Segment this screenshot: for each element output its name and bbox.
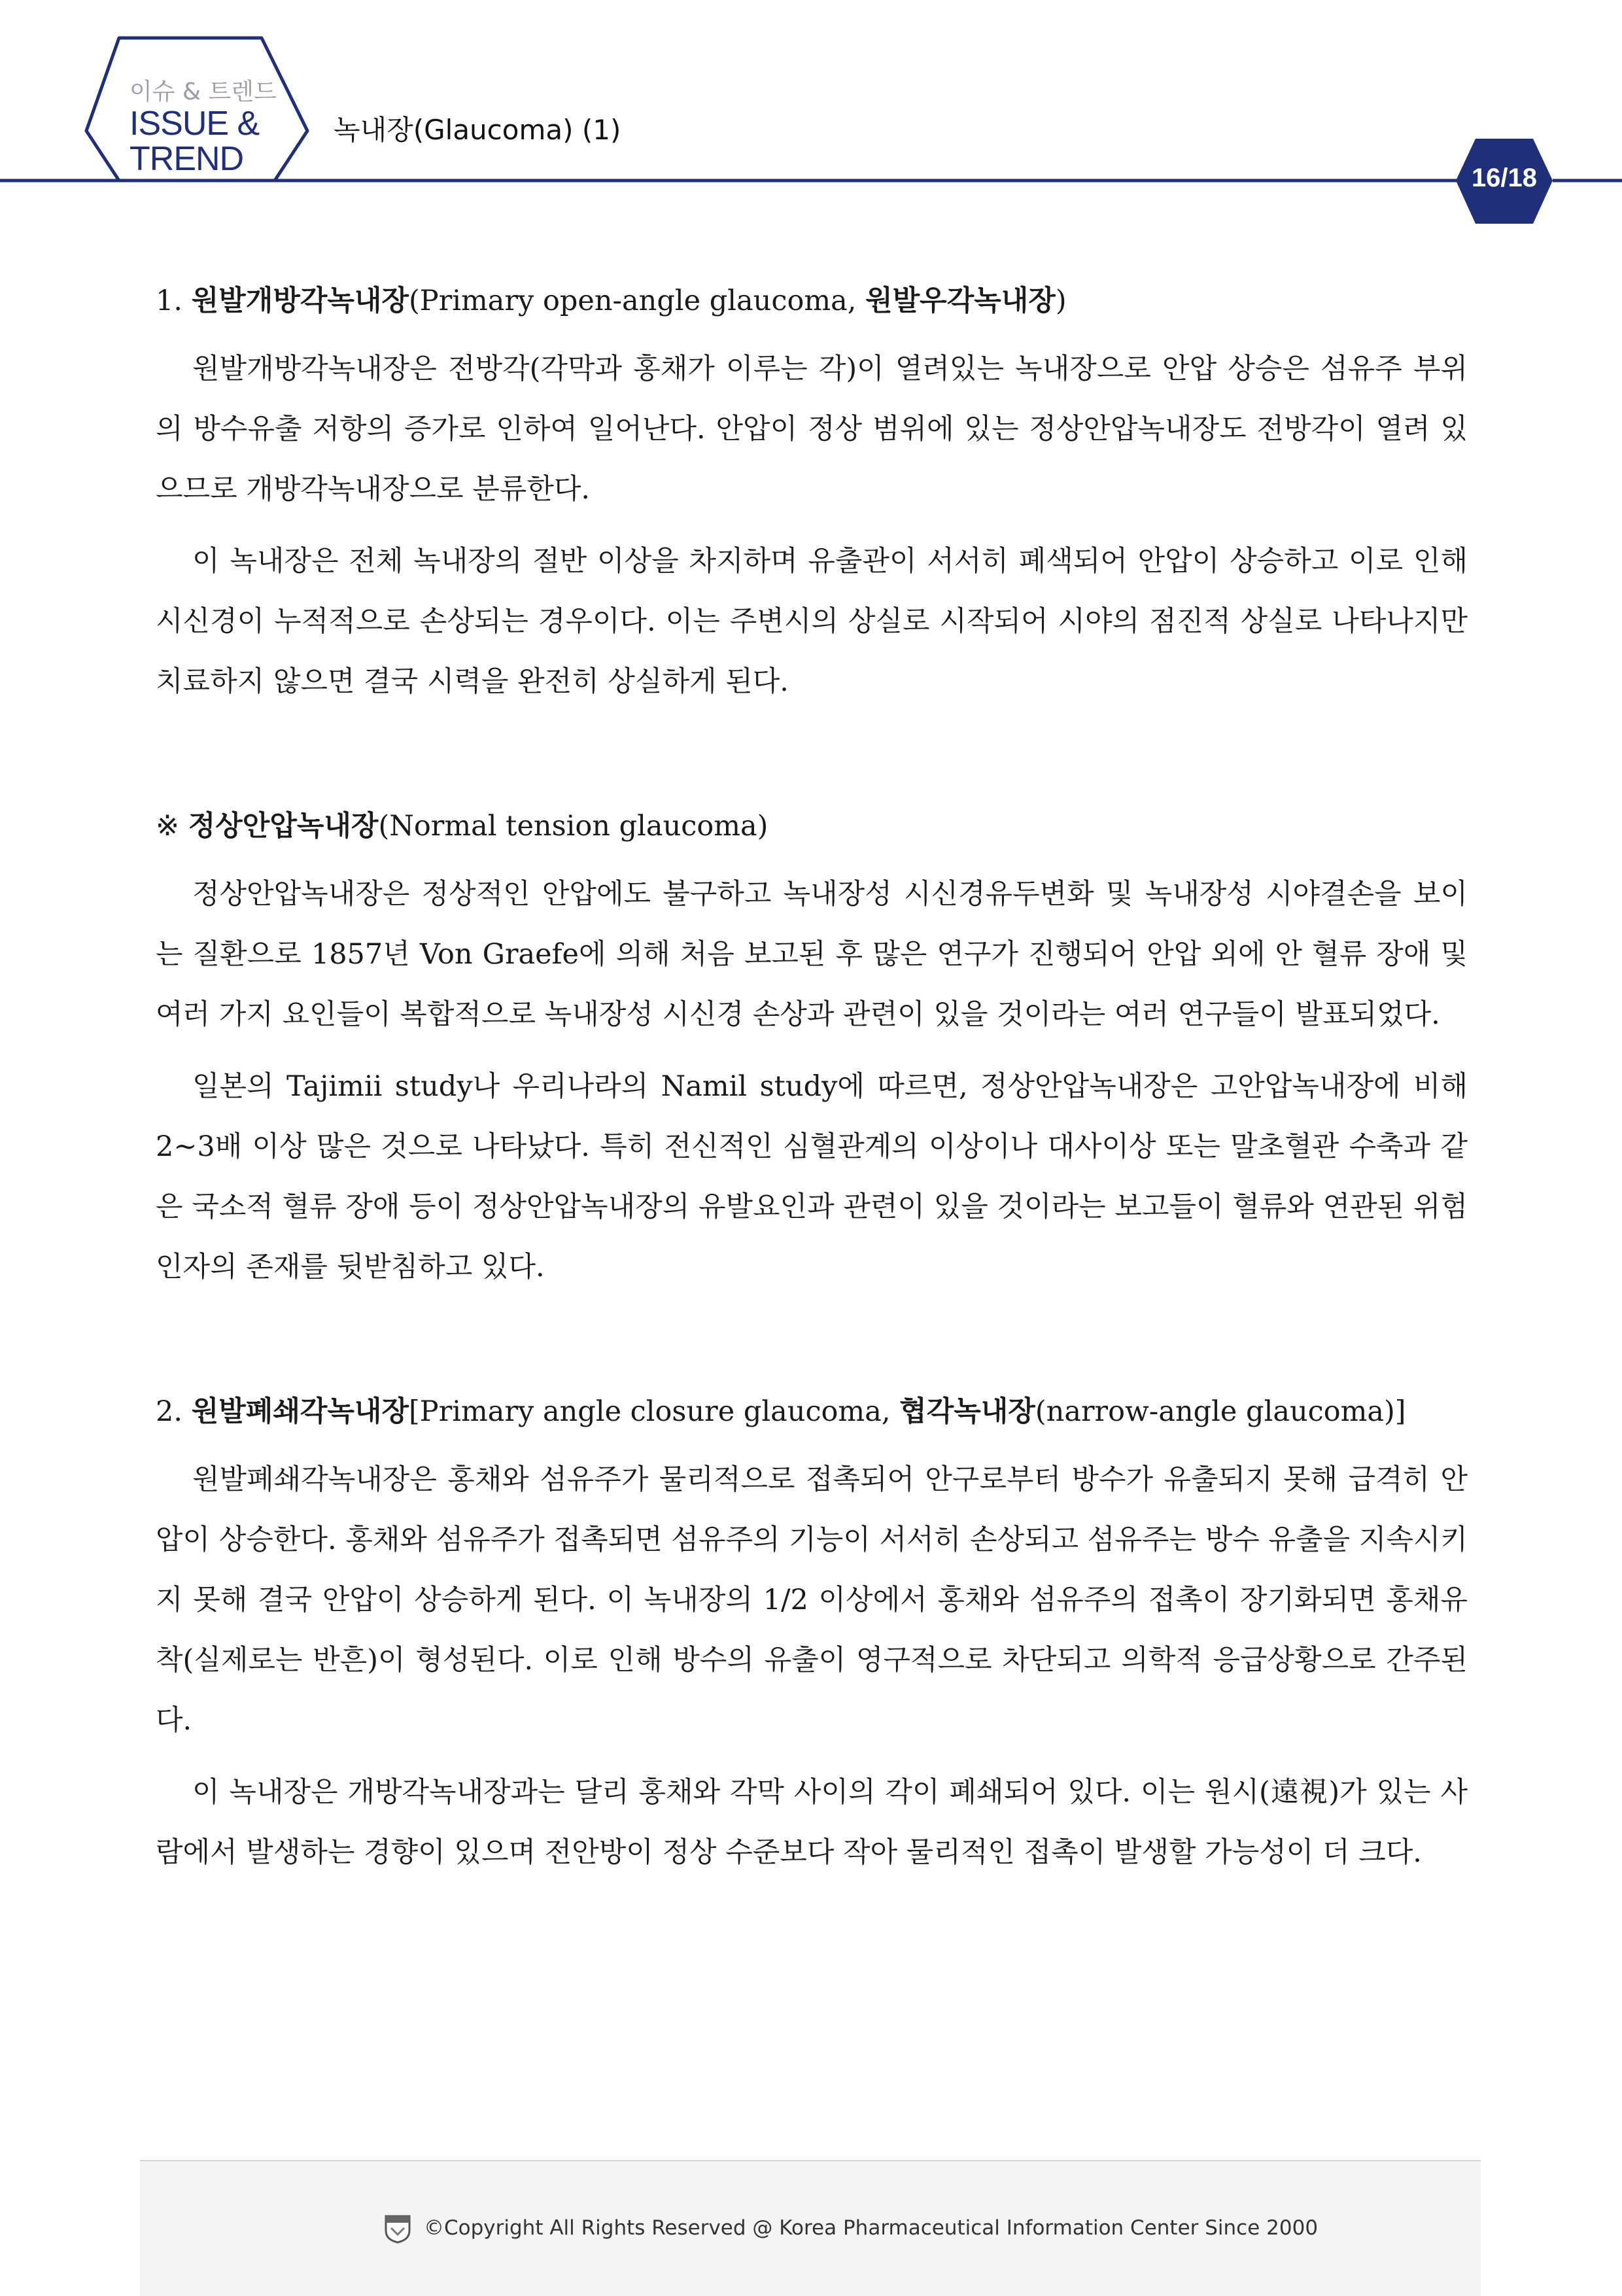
page-footer [140, 2160, 1481, 2296]
heading-korean: 원발개방각녹내장 [191, 285, 409, 317]
paragraph: 일본의 Tajimii study나 우리나라의 Namil study에 따르면, 정상안압녹내장은 고안압녹내장에 비해 2~3배 이상 많은 것으로 나타났다. 특히 전신적인 심혈관계의 이상이나 대사이상 또는 말초혈관 수축과 같은 국소적 혈류 장애 등이 정상안압녹내장의 유발요인과 관련이 있을 것이라는 보고들이 혈류와 연관된 위험인자의 존재를 뒷받침하고 있다. [156, 1070, 1468, 1283]
heading-end: (narrow-angle glaucoma)] [1035, 1395, 1406, 1428]
heading-number: 2. [156, 1395, 192, 1428]
heading-number: 1. [156, 285, 192, 317]
paragraph: 이 녹내장은 전체 녹내장의 절반 이상을 차지하며 유출관이 서서히 폐색되어 안압이 상승하고 이로 인해 시신경이 누적적으로 손상되는 경우이다. 이는 주변시의 상실로 시작되어 시야의 점진적 상실로 나타나지만 치료하지 않으면 결국 시력을 완전히 상실하게 된다. [156, 545, 1468, 698]
page-header [0, 0, 1622, 235]
badge-subtitle: 이슈 & 트렌드 [129, 78, 277, 105]
badge-title [129, 106, 300, 177]
paragraph: 이 녹내장은 개방각녹내장과는 달리 홍채와 각막 사이의 각이 폐쇄되어 있다. 이는 원시(遠視)가 있는 사람에서 발생하는 경향이 있으며 전안방이 정상 수준보다 작아 물리적인 접촉이 발생할 가능성이 더 크다. [156, 1776, 1468, 1869]
section-heading [156, 800, 1468, 852]
heading-marker: ※ [156, 810, 188, 843]
badge-title-line-2: TREND [129, 140, 244, 178]
heading-korean: 원발폐쇄각녹내장 [191, 1395, 409, 1428]
heading-english: (Primary open-angle glaucoma, [409, 285, 866, 317]
heading-end: ) [1055, 285, 1067, 317]
article-body [156, 275, 1468, 1883]
document-title: 녹내장(Glaucoma) (1) [334, 114, 621, 146]
heading-korean-alt: 원발우각녹내장 [865, 285, 1056, 317]
paragraph: 원발개방각녹내장은 전방각(각막과 홍채가 이루는 각)이 열려있는 녹내장으로 안압 상승은 섬유주 부위의 방수유출 저항의 증가로 인하여 일어난다. 안압이 정상 범위에 있는 정상안압녹내장도 전방각이 열려 있으므로 개방각녹내장으로 분류한다. [156, 353, 1468, 506]
badge-title-line-1: ISSUE & [129, 105, 260, 143]
copyright-text: ©Copyright All Rights Reserved @ Korea Pharmaceutical Information Center Since 2000 [424, 2216, 1319, 2240]
section-normal-tension [156, 800, 1468, 1297]
section-heading [156, 1385, 1468, 1438]
paragraph: 원발폐쇄각녹내장은 홍채와 섬유주가 물리적으로 접촉되어 안구로부터 방수가 유출되지 못해 급격히 안압이 상승한다. 홍채와 섬유주가 접촉되면 섬유주의 기능이 서서히 손상되고 섬유주는 방수 유출을 지속시키지 못해 결국 안압이 상승하게 된다. 이 녹내장의 1/2 이상에서 홍채와 섬유주의 접촉이 장기화되면 홍채유착(실제로는 반흔)이 형성된다. 이로 인해 방수의 유출이 영구적으로 차단되고 의학적 응급상황으로 간주된다. [156, 1463, 1468, 1737]
kpic-logo-icon [383, 2214, 412, 2244]
heading-korean-alt: 협각녹내장 [899, 1395, 1035, 1428]
section-primary-open-angle [156, 275, 1468, 712]
section-heading [156, 275, 1468, 327]
section-primary-angle-closure [156, 1385, 1468, 1883]
heading-english: (Normal tension glaucoma) [378, 810, 768, 843]
heading-korean: 정상안압녹내장 [188, 810, 379, 843]
heading-english: [Primary angle closure glaucoma, [409, 1395, 900, 1428]
page-number: 16/18 [1471, 164, 1538, 192]
paragraph: 정상안압녹내장은 정상적인 안압에도 불구하고 녹내장성 시신경유두변화 및 녹내장성 시야결손을 보이는 질환으로 1857년 Von Graefe에 의해 처음 보고된 후 많은 연구가 진행되어 안압 외에 안 혈류 장애 및 여러 가지 요인들이 복합적으로 녹내장성 시신경 손상과 관련이 있을 것이라는 여러 연구들이 발표되었다. [156, 878, 1468, 1031]
